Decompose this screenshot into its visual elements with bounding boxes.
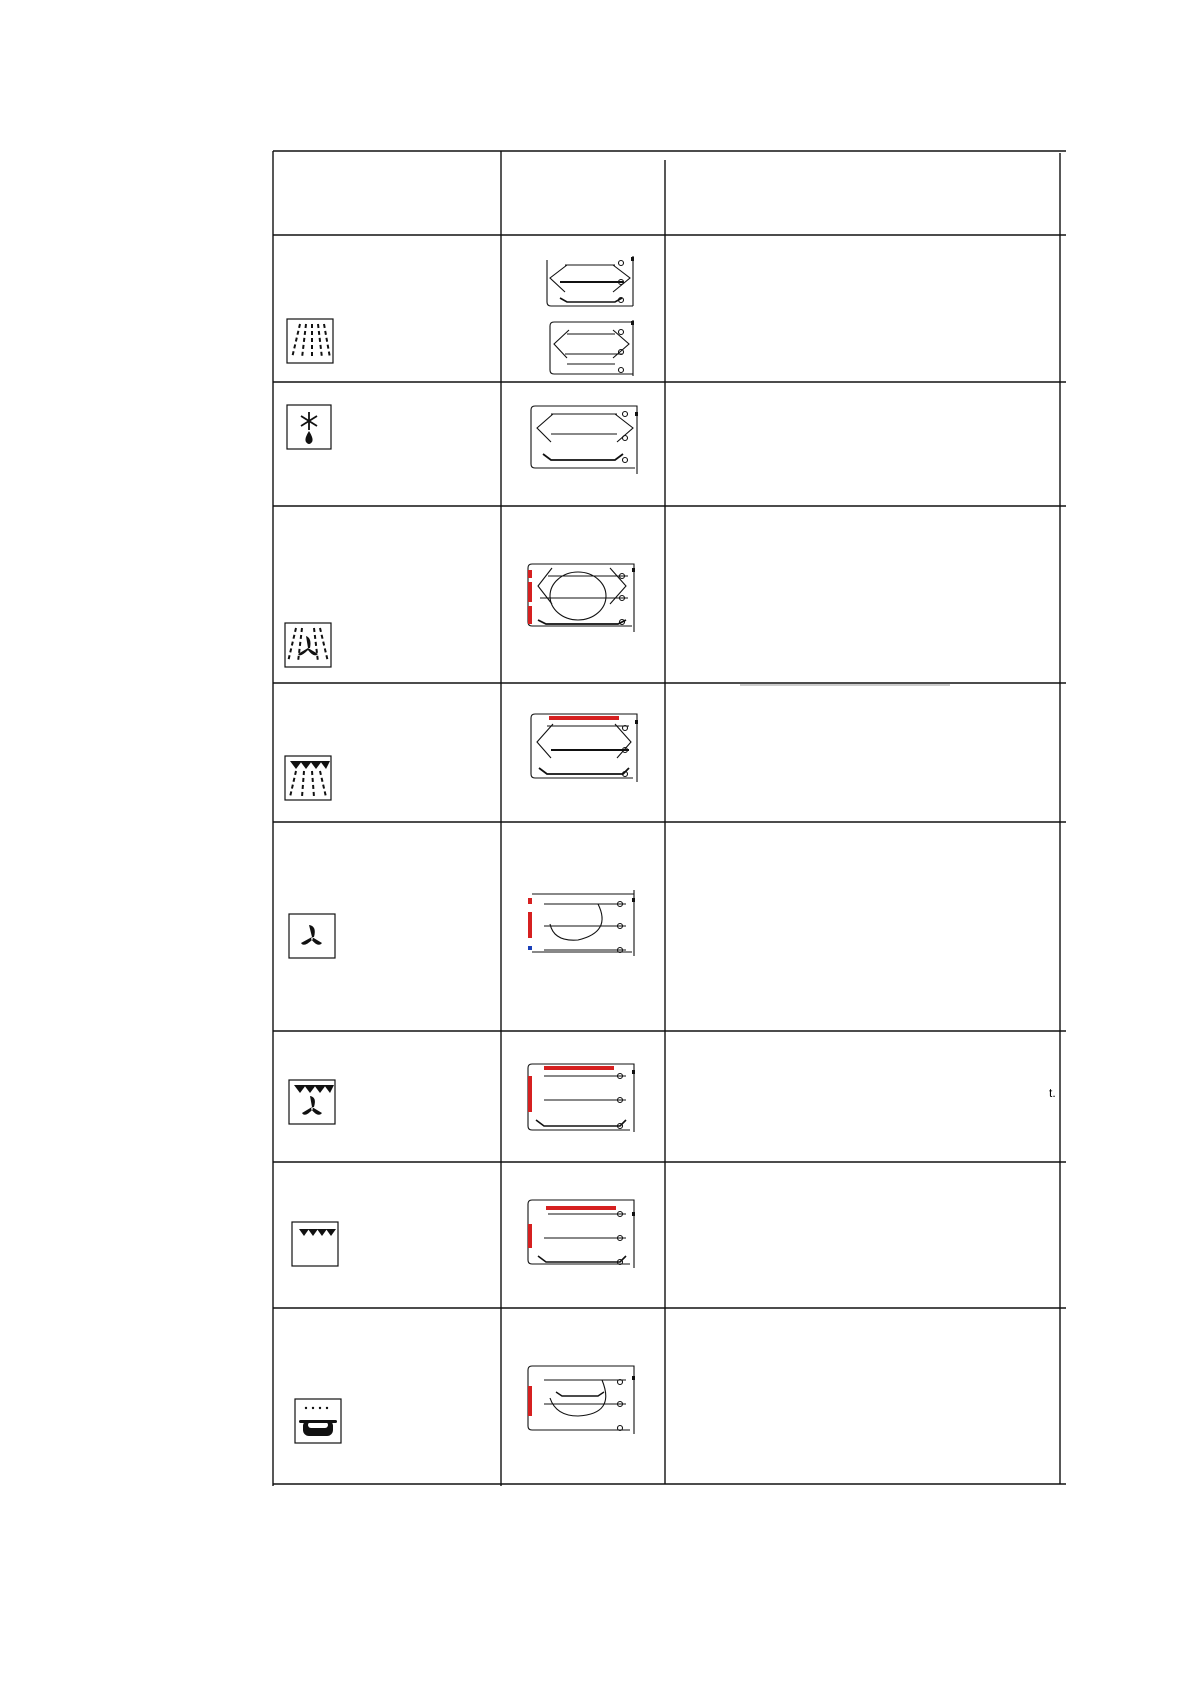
fan-top-bottom-heat-icon	[284, 622, 334, 670]
grill-top-bottom-heat-icon	[284, 755, 334, 803]
diagram-defrost	[525, 400, 645, 480]
diagram-fan-oven	[522, 888, 642, 958]
diagram-conventional-heat	[505, 240, 635, 380]
defrost-icon	[286, 404, 334, 452]
fan-grill-icon	[288, 1079, 338, 1127]
pizza-dish-icon	[294, 1398, 344, 1446]
stray-mark: t.	[1049, 1086, 1056, 1100]
grill-icon	[291, 1221, 341, 1269]
diagram-fan-grill	[522, 1060, 642, 1136]
diagram-fan-conventional	[522, 560, 642, 636]
conventional-heat-icon	[286, 318, 336, 366]
fan-icon	[288, 913, 338, 961]
diagram-pizza	[522, 1362, 642, 1438]
diagram-grill-conventional	[525, 710, 645, 788]
diagram-grill	[522, 1196, 642, 1272]
